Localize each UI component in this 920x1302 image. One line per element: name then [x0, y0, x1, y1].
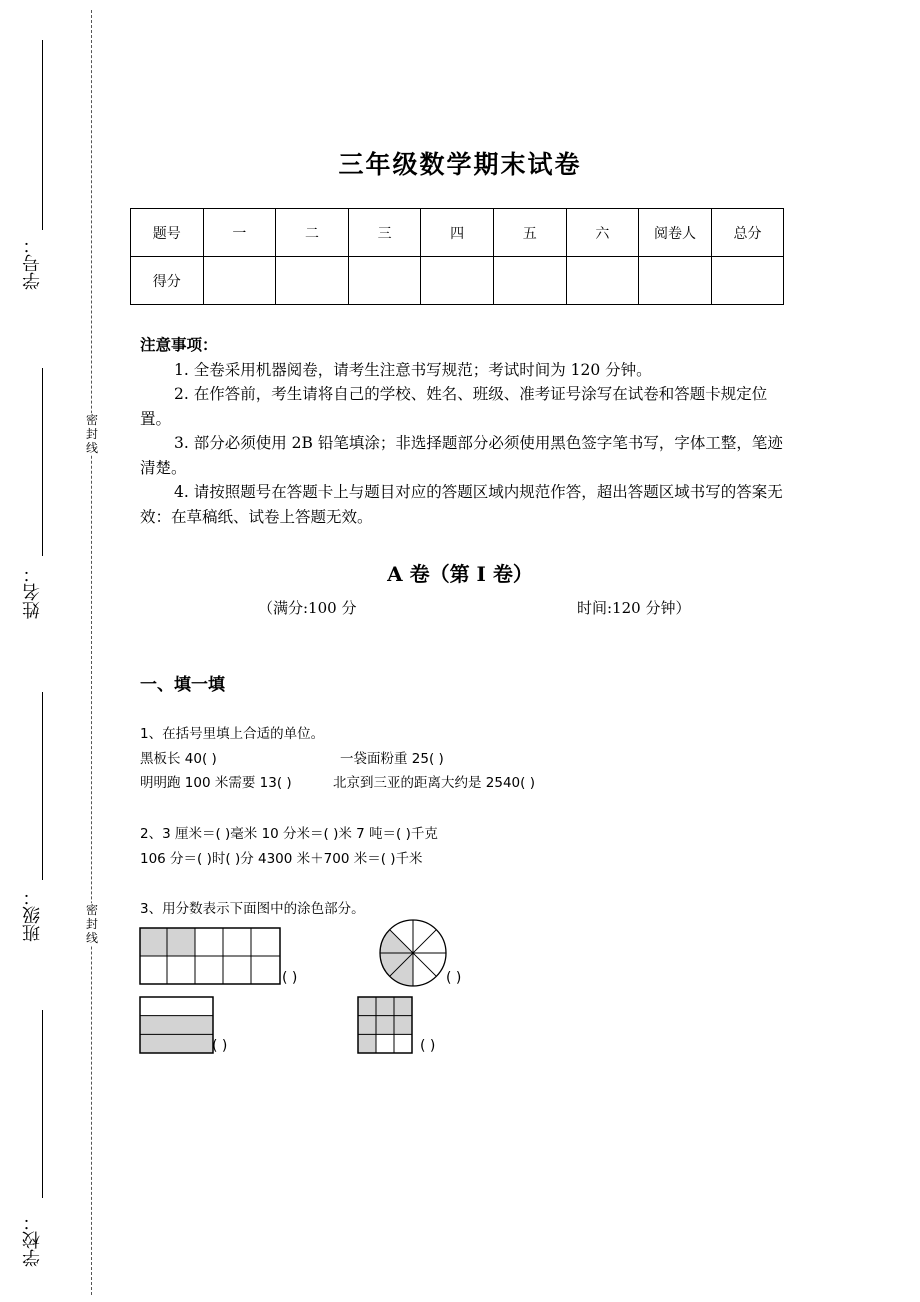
- student-id-line: [42, 40, 43, 230]
- seal-text-top: 密 封 线: [85, 413, 98, 455]
- header-cell: 六: [566, 209, 639, 257]
- note-item: 1. 全卷采用机器阅卷，请考生注意书写规范；考试时间为 120 分钟。: [174, 360, 652, 379]
- header-cell: 五: [493, 209, 566, 257]
- score-cell[interactable]: [711, 257, 784, 305]
- school-label: 学校：: [22, 1213, 43, 1267]
- shaded-cells: [358, 997, 412, 1016]
- seal-text-bottom: 密 封 线: [85, 903, 98, 945]
- notes-title: 注意事项：: [140, 335, 218, 354]
- exam-title: 三年级数学期末试卷: [338, 150, 582, 179]
- student-id-label: 学号：: [22, 236, 43, 290]
- part1-heading: 一、填一填: [140, 675, 225, 695]
- fraction-figure-grid-2x5: [139, 927, 281, 985]
- shaded-cells: [358, 1034, 376, 1053]
- header-cell: 四: [421, 209, 494, 257]
- score-table: [130, 208, 784, 305]
- note-item: 2. 在作答前，考生请将自己的学校、姓名、班级、准考证号涂写在试卷和答题卡规定位置。: [140, 385, 768, 428]
- q2-line1: 2、3 厘米＝( )毫米 10 分米＝( )米 7 吨＝( )千克: [140, 826, 438, 842]
- score-cell[interactable]: [493, 257, 566, 305]
- note-item: 4. 请按照题号在答题卡上与题目对应的答题区域内规范作答，超出答题区域书写的答案无效：在草稿纸、试卷上答题无效。: [140, 483, 783, 526]
- exam-time: 时间:120 分钟）: [577, 599, 691, 617]
- answer-blank-3[interactable]: ( ): [212, 1038, 228, 1054]
- q1-stem: 1、在括号里填上合适的单位。: [140, 726, 325, 742]
- header-cell: 二: [276, 209, 349, 257]
- class-line: [42, 692, 43, 880]
- header-cell: 一: [203, 209, 276, 257]
- score-cell[interactable]: [639, 257, 712, 305]
- score-table-header-row: [131, 209, 784, 257]
- score-cell[interactable]: [566, 257, 639, 305]
- note-item: 3. 部分必须使用 2B 铅笔填涂；非选择题部分必须使用黑色签字笔书写，字体工整，笔迹清楚。: [140, 434, 783, 477]
- header-cell: 总分: [711, 209, 784, 257]
- answer-blank-2[interactable]: ( ): [446, 970, 462, 986]
- shaded-cells: [358, 1016, 412, 1035]
- fraction-figure-grid-3x3: [357, 996, 413, 1054]
- full-score: （满分:100 分: [258, 599, 357, 617]
- score-row-label: 得分: [131, 257, 204, 305]
- seal-dashed-line: [91, 10, 92, 1295]
- answer-blank-1[interactable]: ( ): [282, 970, 298, 986]
- score-cell[interactable]: [203, 257, 276, 305]
- header-cell: 题号: [131, 209, 204, 257]
- fraction-figure-circle-8: [378, 918, 448, 988]
- name-line: [42, 368, 43, 556]
- name-label: 姓名：: [22, 565, 43, 619]
- score-cell[interactable]: [276, 257, 349, 305]
- score-table-score-row: [131, 257, 784, 305]
- score-cell[interactable]: [421, 257, 494, 305]
- header-cell: 阅卷人: [639, 209, 712, 257]
- q1-blackboard: 黑板长 40( ): [140, 751, 217, 767]
- exam-notes: [140, 333, 785, 529]
- header-cell: 三: [348, 209, 421, 257]
- shaded-sector: [380, 930, 413, 953]
- school-line: [42, 1010, 43, 1198]
- q1-run: 明明跑 100 米需要 13( ): [140, 775, 292, 791]
- class-label: 班级：: [22, 888, 43, 942]
- score-cell[interactable]: [348, 257, 421, 305]
- fraction-figure-strips-3: [139, 996, 214, 1054]
- section-a-title: A 卷（第 I 卷）: [387, 562, 533, 586]
- q2-line2: 106 分＝( )时( )分 4300 米＋700 米＝( )千米: [140, 851, 423, 867]
- q1-flour: 一袋面粉重 25( ): [340, 751, 444, 767]
- answer-blank-4[interactable]: ( ): [420, 1038, 436, 1054]
- q3-stem: 3、用分数表示下面图中的涂色部分。: [140, 901, 365, 917]
- q1-distance: 北京到三亚的距离大约是 2540( ): [333, 775, 535, 791]
